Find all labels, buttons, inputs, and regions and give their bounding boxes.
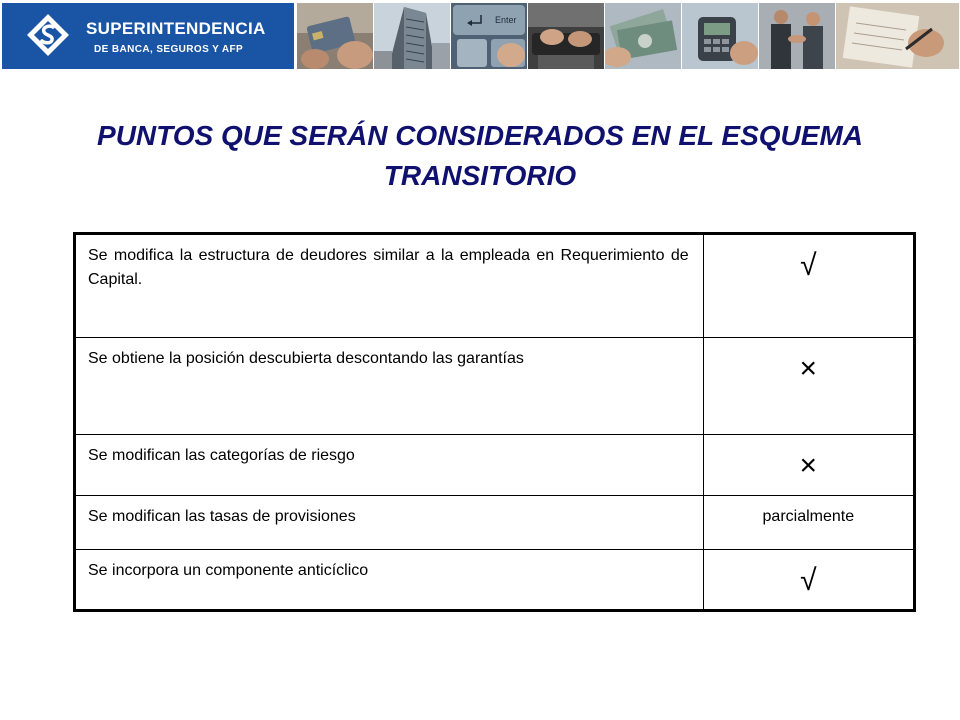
photo-typing (527, 3, 604, 69)
photo-business-handshake (758, 3, 835, 69)
logo-subtitle: DE BANCA, SEGUROS Y AFP (94, 44, 244, 55)
row-description: Se modifica la estructura de deudores similar a la empleada en Requerimiento de Capital. (75, 234, 704, 338)
status-cross-icon: × (703, 338, 914, 435)
sbs-diamond-icon (26, 13, 70, 57)
status-text: parcialmente (703, 496, 914, 550)
photo-keyboard-enter (450, 3, 527, 69)
logo-title: SUPERINTENDENCIA (86, 19, 266, 38)
status-check-icon: √ (703, 234, 914, 338)
photo-building (373, 3, 450, 69)
header-banner (0, 0, 960, 72)
slide-title-line-2: TRANSITORIO (383, 160, 577, 191)
sbs-logo (2, 3, 294, 69)
photo-card-terminal (681, 3, 758, 69)
table-row (75, 435, 915, 496)
photo-banknotes (604, 3, 681, 69)
slide-title (0, 116, 960, 196)
points-table (73, 232, 916, 612)
table-row (75, 550, 915, 611)
table-row (75, 496, 915, 550)
enter-key-label: Enter (495, 15, 517, 25)
row-description: Se incorpora un componente anticíclico (75, 550, 704, 611)
status-cross-icon: × (703, 435, 914, 496)
status-check-icon: √ (703, 550, 914, 611)
slide-title-line-1: PUNTOS QUE SERÁN CONSIDERADOS EN EL ESQUEMA (97, 120, 863, 151)
row-description: Se obtiene la posición descubierta descontando las garantías (75, 338, 704, 435)
table-row (75, 338, 915, 435)
table-row (75, 234, 915, 338)
photo-signing-document (835, 3, 959, 69)
row-description: Se modifican las tasas de provisiones (75, 496, 704, 550)
photo-credit-card (296, 3, 373, 69)
row-description: Se modifican las categorías de riesgo (75, 435, 704, 496)
